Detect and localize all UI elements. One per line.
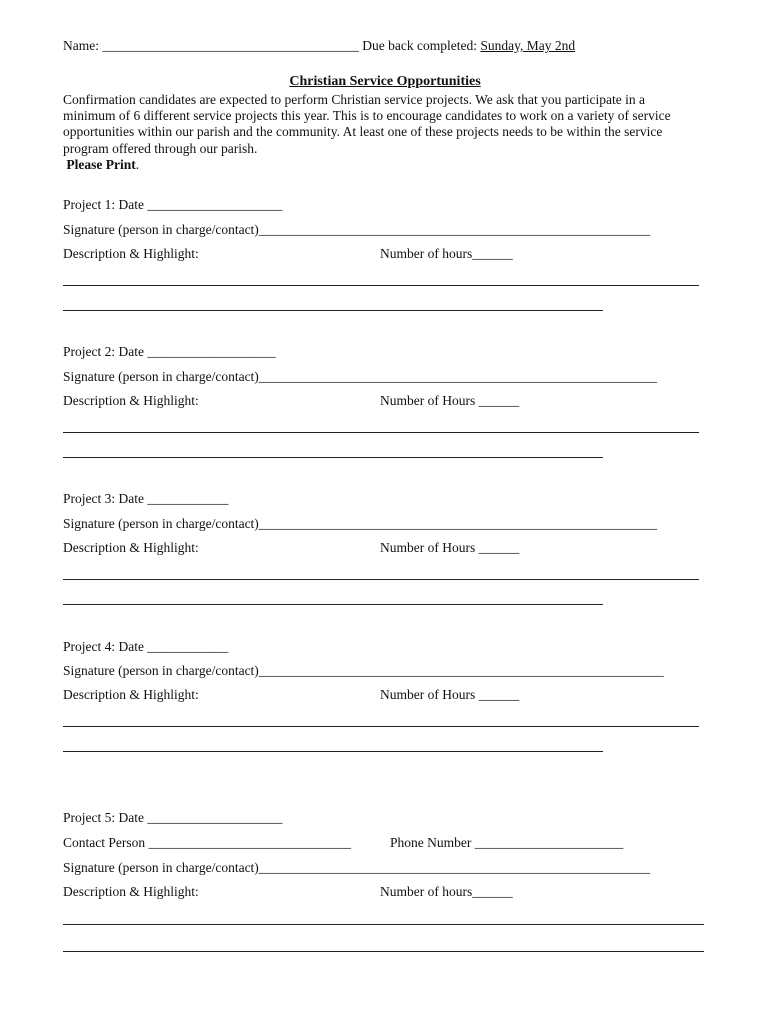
project-3-description-line-1[interactable] — [63, 579, 699, 580]
project-5-description-line-1[interactable] — [63, 924, 704, 925]
intro-line-1: Confirmation candidates are expected to perform Christian service projects. We ask that you participate in a — [63, 92, 645, 107]
project-4-description-label: Description & Highlight: — [63, 687, 199, 702]
project-5-phone-field[interactable]: Phone Number ______________________ — [390, 835, 624, 850]
project-2-hours-field[interactable]: Number of Hours ______ — [380, 393, 520, 408]
please-print: Please Print — [66, 156, 136, 172]
page-title: Christian Service Opportunities — [289, 74, 481, 89]
name-line — [63, 38, 575, 54]
project-3-signature-field[interactable]: Signature (person in charge/contact)___________________________________________________________ — [63, 516, 658, 531]
due-date: Sunday, May 2nd — [480, 38, 576, 53]
project-4-signature-field[interactable]: Signature (person in charge/contact)____________________________________________________________ — [63, 663, 664, 678]
intro-paragraph — [63, 92, 713, 173]
project-5-description-line-2[interactable] — [63, 951, 704, 952]
project-4-hours-field[interactable]: Number of Hours ______ — [380, 687, 520, 702]
project-3-description-line-2[interactable] — [63, 604, 603, 605]
project-5-contact-field[interactable]: Contact Person ______________________________ — [63, 835, 351, 850]
name-field[interactable]: ______________________________________ — [102, 38, 359, 53]
project-5-description-label: Description & Highlight: — [63, 884, 199, 899]
project-3-date-field[interactable]: Project 3: Date ____________ — [63, 491, 229, 506]
name-label: Name: — [63, 38, 99, 53]
project-4-date-field[interactable]: Project 4: Date ____________ — [63, 639, 229, 654]
please-print-period: . — [135, 156, 140, 172]
intro-line-3: opportunities within our parish and the community. At least one of these projects needs to be within the service — [63, 124, 663, 140]
project-4-description-line-2[interactable] — [63, 751, 603, 752]
project-1-signature-field[interactable]: Signature (person in charge/contact)__________________________________________________________ — [63, 222, 651, 237]
project-5-date-field[interactable]: Project 5: Date ____________________ — [63, 810, 283, 825]
intro-line-4: program offered through our parish. — [63, 140, 258, 156]
project-5-signature-field[interactable]: Signature (person in charge/contact)__________________________________________________________ — [63, 860, 651, 875]
project-2-description-line-1[interactable] — [63, 432, 699, 433]
project-3-hours-field[interactable]: Number of Hours ______ — [380, 540, 520, 555]
project-2-signature-field[interactable]: Signature (person in charge/contact)___________________________________________________________ — [63, 369, 658, 384]
project-1-description-line-1[interactable] — [63, 285, 699, 286]
project-2-description-line-2[interactable] — [63, 457, 603, 458]
due-label: Due back completed: — [362, 38, 477, 53]
project-1-description-label: Description & Highlight: — [63, 246, 199, 261]
project-2-description-label: Description & Highlight: — [63, 393, 199, 408]
project-1-description-line-2[interactable] — [63, 310, 603, 311]
project-1-date-field[interactable]: Project 1: Date ____________________ — [63, 197, 283, 212]
project-3-description-label: Description & Highlight: — [63, 540, 199, 555]
project-4-description-line-1[interactable] — [63, 726, 699, 727]
project-1-hours-field[interactable]: Number of hours______ — [380, 246, 513, 261]
project-5-hours-field[interactable]: Number of hours______ — [380, 884, 513, 899]
intro-line-2: minimum of 6 different service projects this year. This is to encourage candidates to work on a variety of service — [63, 108, 671, 124]
project-2-date-field[interactable]: Project 2: Date ___________________ — [63, 344, 276, 359]
